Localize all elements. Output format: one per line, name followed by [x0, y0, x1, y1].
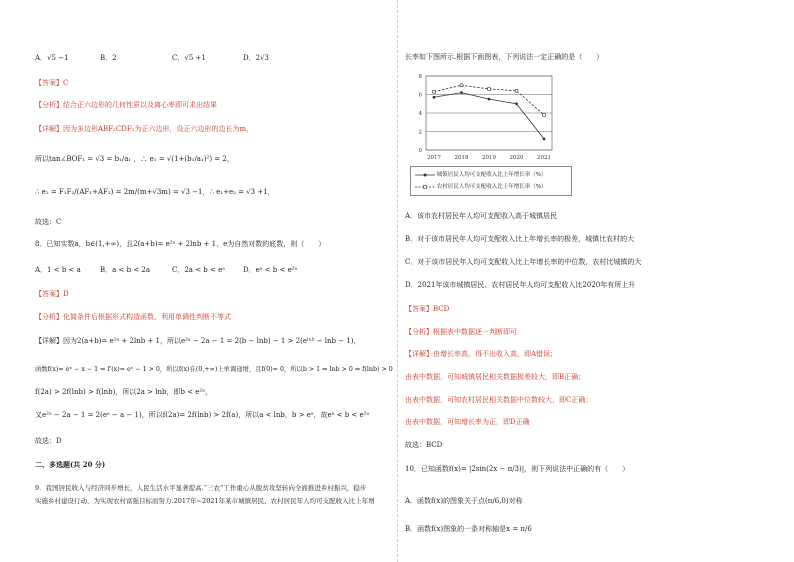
data-point-urban [515, 102, 518, 105]
option-d: D．2√3 [243, 54, 269, 62]
analysis-label: 【分析】化简条件后根据形式构造函数，利用单调性判断不等式 [35, 313, 231, 321]
legend-item-rural [415, 182, 546, 190]
detail-line: 由表中数据，可知农村居民相关数据中位数较大，即C正确； [405, 396, 593, 404]
y-tick-label: 4 [418, 111, 422, 117]
choose-line: 故选：D [35, 437, 62, 445]
function-line: 又e²ᵃ − 2a − 1 = 2(eᵃ − a − 1)，所以f(2a)= 2f(lnb) > 2f(a)，所以a < lnb，b > eᵃ，故eᵃ < b < e²ᵃ [35, 411, 370, 419]
q8-option-b: B．a < b < 2a [100, 266, 151, 274]
option-c: C．√5 +1 [172, 54, 206, 62]
data-point-rural [488, 88, 491, 91]
column-divider [397, 0, 398, 562]
question-9-line: 实施乡村建设行动，为实现农村富强目标而努力.2017年~2021年某市城镇居民、农村居民年人均可支配收入比上年增 [35, 497, 375, 505]
option-a: A．√5 −1 [35, 54, 69, 62]
question-10: 10．已知函数f(x)= |2sin(2x − π/3)|，则下列说法中正确的有（ ） [405, 465, 630, 473]
legend-label-rural: 农村居民人均可支配收入比上年增长率（%） [436, 184, 547, 190]
detail-line: 由表中数据，可知城镇居民相关数据极差较大，即B正确； [405, 373, 586, 381]
option-b: B．2 [100, 54, 117, 62]
legend-dashed-line-icon [415, 184, 435, 190]
option-a: A．该市农村居民年人均可支配收入高于城镇居民 [405, 212, 558, 220]
chart-legend [410, 166, 572, 196]
answer-label: 【答案】C [35, 79, 69, 87]
option-c: C．对于该市居民年人均可支配收入比上年增长率的中位数，农村比城镇的大 [405, 258, 642, 266]
data-point-rural [433, 90, 436, 93]
q8-option-c: C．2a < b < eᵃ [172, 266, 225, 274]
data-point-urban [433, 96, 436, 99]
legend-item-urban [415, 170, 546, 178]
y-tick-label: 0 [418, 148, 422, 154]
y-tick-label: 8 [418, 74, 422, 80]
data-point-urban [543, 138, 546, 141]
y-tick-label: 6 [418, 92, 422, 99]
legend-label-urban: 城镇居民人均可支配收入比上年增长率（%） [436, 172, 547, 178]
q8-option-d: D．eᵃ < b < e²ᵃ [243, 266, 298, 274]
question-9-continued: 长率如下图所示.根据下面图表，下列说法一定正确的是（ ） [405, 53, 604, 61]
q10-option-b: B．函数f(x)图象的一条对称轴是x = π/6 [405, 525, 532, 533]
detail-line: 由表中数据，可知增长率为正，即D正确 [405, 418, 530, 426]
detail-label: 【详解】由增长率高，得不出收入高，即A错误； [405, 350, 558, 358]
x-tick-label: 2018 [454, 155, 469, 161]
analysis-label: 【分析】结合正六边形的几何性质以及离心率即可求出结果 [35, 101, 217, 109]
section-heading: 二、多选题(共 20 分) [35, 460, 106, 469]
function-line: 函数f(x)= eˣ − x − 1 ⇒ f′(x)= eˣ − 1 > 0，所以f(x)在(0,+∞)上单调递增，且f(0)= 0，所以b > 1 ⇒ lnb > 0 ⇒ f(lnb) > 0 [35, 366, 393, 373]
data-point-urban [460, 91, 463, 94]
x-tick-label: 2019 [482, 155, 496, 161]
question-8: 8．已知实数a，b∈(1,+∞)，且2(a+b)= e²ᵃ + 2lnb + 1，e为自然对数的底数，则（ ） [35, 240, 326, 248]
answer-label: 【答案】D [35, 290, 69, 298]
formula-line: ∴ e₂ = F₁F₂/(AF₁+AF₂) = 2m/(m+√3m) = √3 −1，∴ e₁+e₂ = √3 +1， [35, 188, 275, 196]
growth-rate-chart [412, 70, 562, 166]
choose-line: 故选：BCD [405, 441, 443, 449]
answer-label: 【答案】BCD [405, 305, 450, 313]
x-tick-label: 2020 [509, 155, 524, 161]
x-tick-label: 2021 [537, 155, 551, 161]
legend-solid-line-icon [415, 172, 435, 178]
analysis-label: 【分析】根据表中数据逐一判断即可 [405, 328, 517, 336]
data-point-rural [543, 113, 546, 116]
data-point-rural [515, 89, 518, 92]
q10-option-a: A．函数f(x)的图象关于点(π/6,0)对称 [405, 497, 523, 505]
detail-label: 【详解】因为多边形ABF₂CDF₁为正六边形，设正六边形的边长为m， [35, 125, 254, 133]
detail-line: 【详解】因为2(a+b)= e²ᵃ + 2lnb + 1，所以e²ᵃ − 2a − 1 = 2(b − lnb) − 1 > 2(eˡⁿᵇ − lnb − 1)， [35, 337, 361, 345]
y-tick-label: 2 [418, 129, 422, 136]
option-d: D．2021年该市城镇居民、农村居民年人均可支配收入比2020年有所上升 [405, 281, 636, 289]
q8-option-a: A．1 < b < a [35, 266, 81, 274]
function-line: f(2a) > 2f(lnb) > f(lnb)，所以2a > lnb，即b < e²ᵃ， [35, 388, 212, 396]
x-tick-label: 2017 [427, 155, 441, 161]
choose-line: 故选：C [35, 218, 62, 226]
formula-line: 所以tan∠BOF₁ = √3 = b₁/a₁ ，∴ e₁ = √(1+(b₁/a₁)²) = 2， [35, 155, 234, 163]
data-point-rural [460, 84, 463, 87]
option-b: B．对于该市居民年人均可支配收入比上年增长率的极差，城镇比农村的大 [405, 235, 635, 243]
data-point-urban [488, 98, 491, 101]
question-9-line: 9．我国居民收入与经济同步增长，人民生活水平显著提高.“三农”工作重心从脱贫攻坚转向全面推进乡村振兴，稳步 [35, 484, 367, 492]
